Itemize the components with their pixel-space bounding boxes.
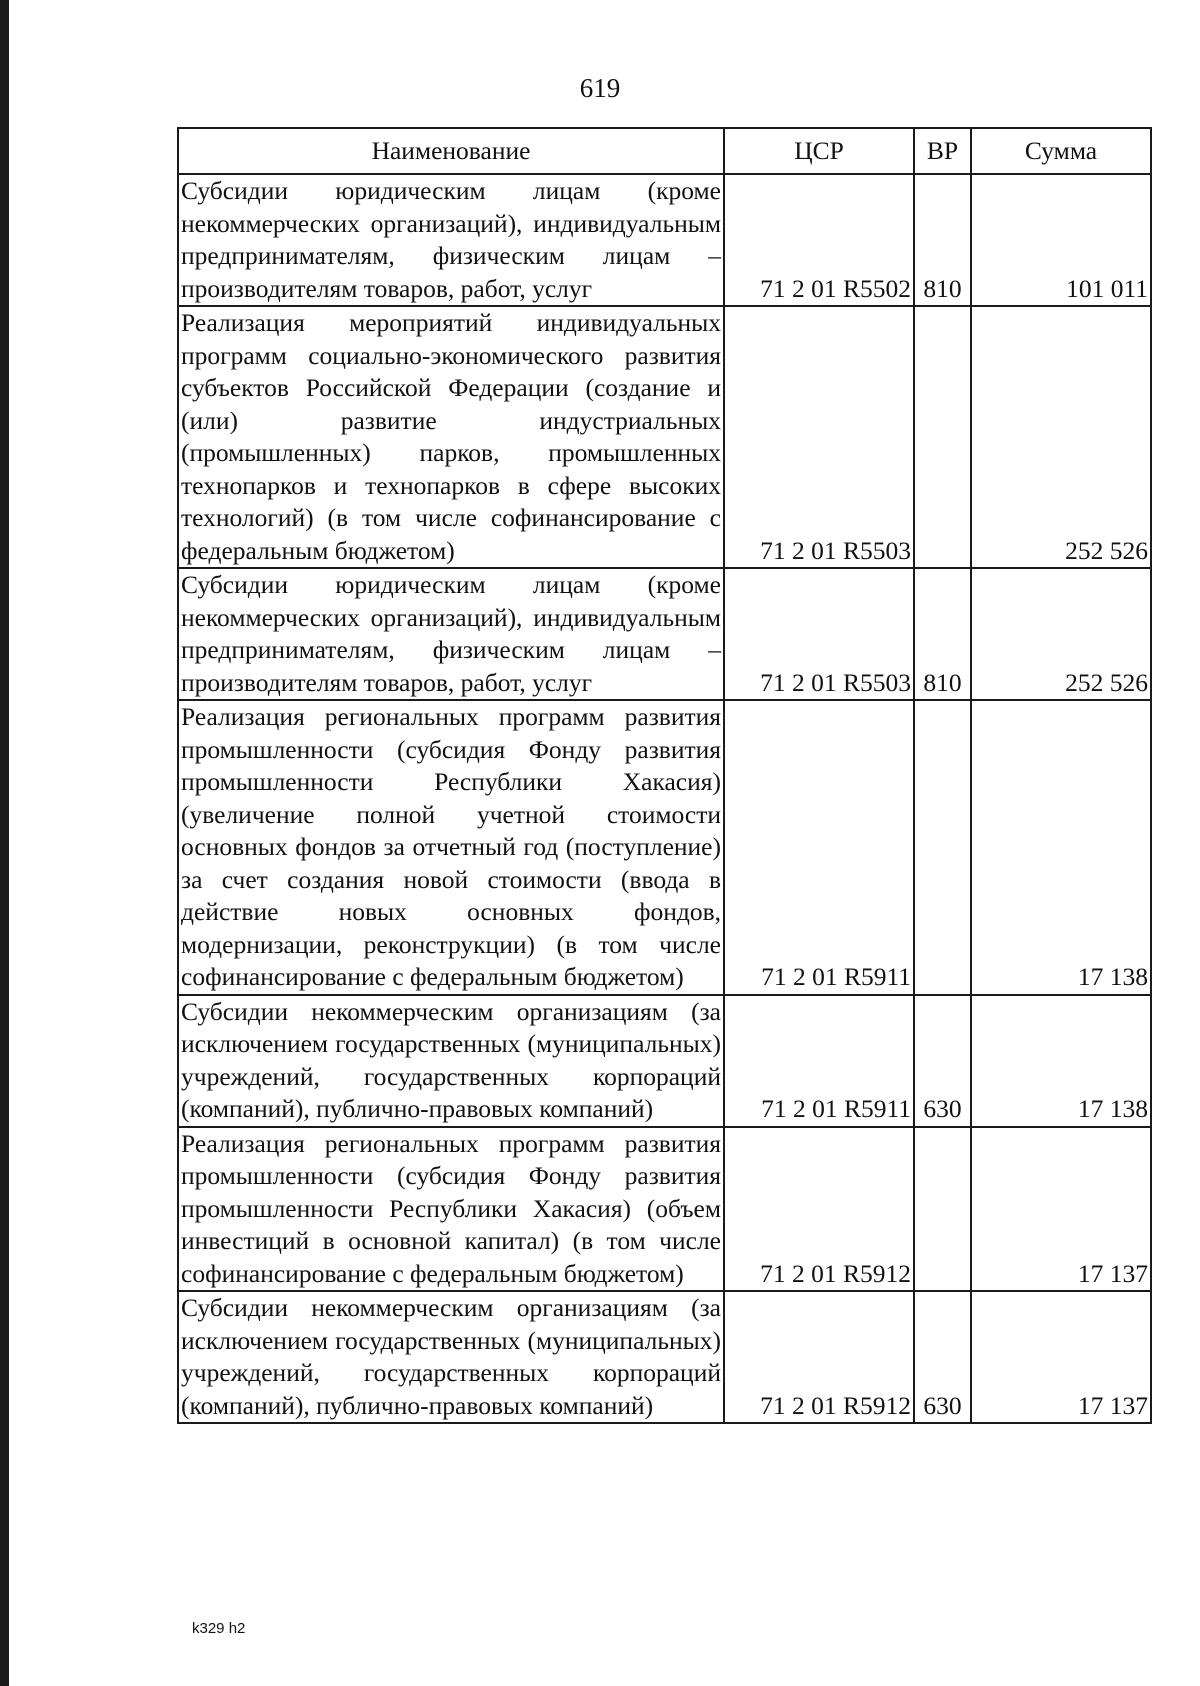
row-vr: 810 <box>914 174 971 306</box>
row-csr: 71 2 01 R5911 <box>724 995 914 1127</box>
row-name-cell <box>178 700 724 995</box>
row-name-cell <box>178 995 724 1127</box>
table-row <box>178 1291 1151 1423</box>
budget-table <box>177 127 1152 1424</box>
row-vr: 630 <box>914 1291 971 1423</box>
row-sum: 252 526 <box>971 568 1151 700</box>
header-csr: ЦСР <box>724 128 914 174</box>
row-vr <box>914 1127 971 1292</box>
header-vr: ВР <box>914 128 971 174</box>
row-sum: 17 137 <box>971 1291 1151 1423</box>
header-name: Наименование <box>178 128 724 174</box>
row-vr: 630 <box>914 995 971 1127</box>
row-name: Реализация мероприятий индивидуальных программ социально-экономического развития субъектов Российской Федерации (создание и (или) развитие индустриальных (промышленных) парков, промышленных технопарков и технопарков в сфере высоких технологий) (в том числе софинансирование с федеральным бюджетом) <box>181 308 721 565</box>
table-row <box>178 174 1151 306</box>
row-name: Реализация региональных программ развития промышленности (субсидия Фонду развития промышленности Республики Хакасия) (объем инвестиций в основной капитал) (в том числе софинансирование с федеральным бюджетом) <box>181 1128 721 1288</box>
row-csr: 71 2 01 R5503 <box>724 306 914 568</box>
table-row <box>178 995 1151 1127</box>
header-sum: Сумма <box>971 128 1151 174</box>
table-row <box>178 568 1151 700</box>
row-csr: 71 2 01 R5502 <box>724 174 914 306</box>
row-sum: 17 137 <box>971 1127 1151 1292</box>
row-sum: 17 138 <box>971 995 1151 1127</box>
row-sum: 101 011 <box>971 174 1151 306</box>
row-name: Реализация региональных программ развития промышленности (субсидия Фонду развития промышленности Республики Хакасия) (увеличение полной учетной стоимости основных фондов за отчетный год (поступление) за счет создания новой стоимости (ввода в действие новых основных фондов, модернизации, реконструкции) (в том числе софинансирование с федеральным бюджетом) <box>181 702 721 991</box>
row-sum: 17 138 <box>971 700 1151 995</box>
row-vr: 810 <box>914 568 971 700</box>
table-row <box>178 700 1151 995</box>
row-name: Субсидии некоммерческим организациям (за исключением государственных (муниципальных) учреждений, государственных корпораций (компаний), публично-правовых компаний) <box>181 1293 721 1420</box>
row-csr: 71 2 01 R5911 <box>724 700 914 995</box>
row-name: Субсидии некоммерческим организациям (за исключением государственных (муниципальных) учреждений, государственных корпораций (компаний), публично-правовых компаний) <box>181 996 721 1123</box>
footer-code: k329 h2 <box>192 1620 246 1637</box>
scan-edge-bar <box>0 0 9 1686</box>
row-vr <box>914 700 971 995</box>
row-name-cell <box>178 306 724 568</box>
page-number: 619 <box>579 73 621 103</box>
row-name-cell <box>178 568 724 700</box>
table-header-row <box>178 128 1151 174</box>
row-vr <box>914 306 971 568</box>
table-row <box>178 1127 1151 1292</box>
row-name: Субсидии юридическим лицам (кроме некоммерческих организаций), индивидуальным предпринимателям, физическим лицам – производителям товаров, работ, услуг <box>181 570 721 697</box>
row-name-cell <box>178 174 724 306</box>
row-name-cell <box>178 1291 724 1423</box>
row-name-cell <box>178 1127 724 1292</box>
table-row <box>178 306 1151 568</box>
row-name: Субсидии юридическим лицам (кроме некоммерческих организаций), индивидуальным предпринимателям, физическим лицам – производителям товаров, работ, услуг <box>181 176 721 303</box>
row-sum: 252 526 <box>971 306 1151 568</box>
row-csr: 71 2 01 R5503 <box>724 568 914 700</box>
row-csr: 71 2 01 R5912 <box>724 1127 914 1292</box>
row-csr: 71 2 01 R5912 <box>724 1291 914 1423</box>
